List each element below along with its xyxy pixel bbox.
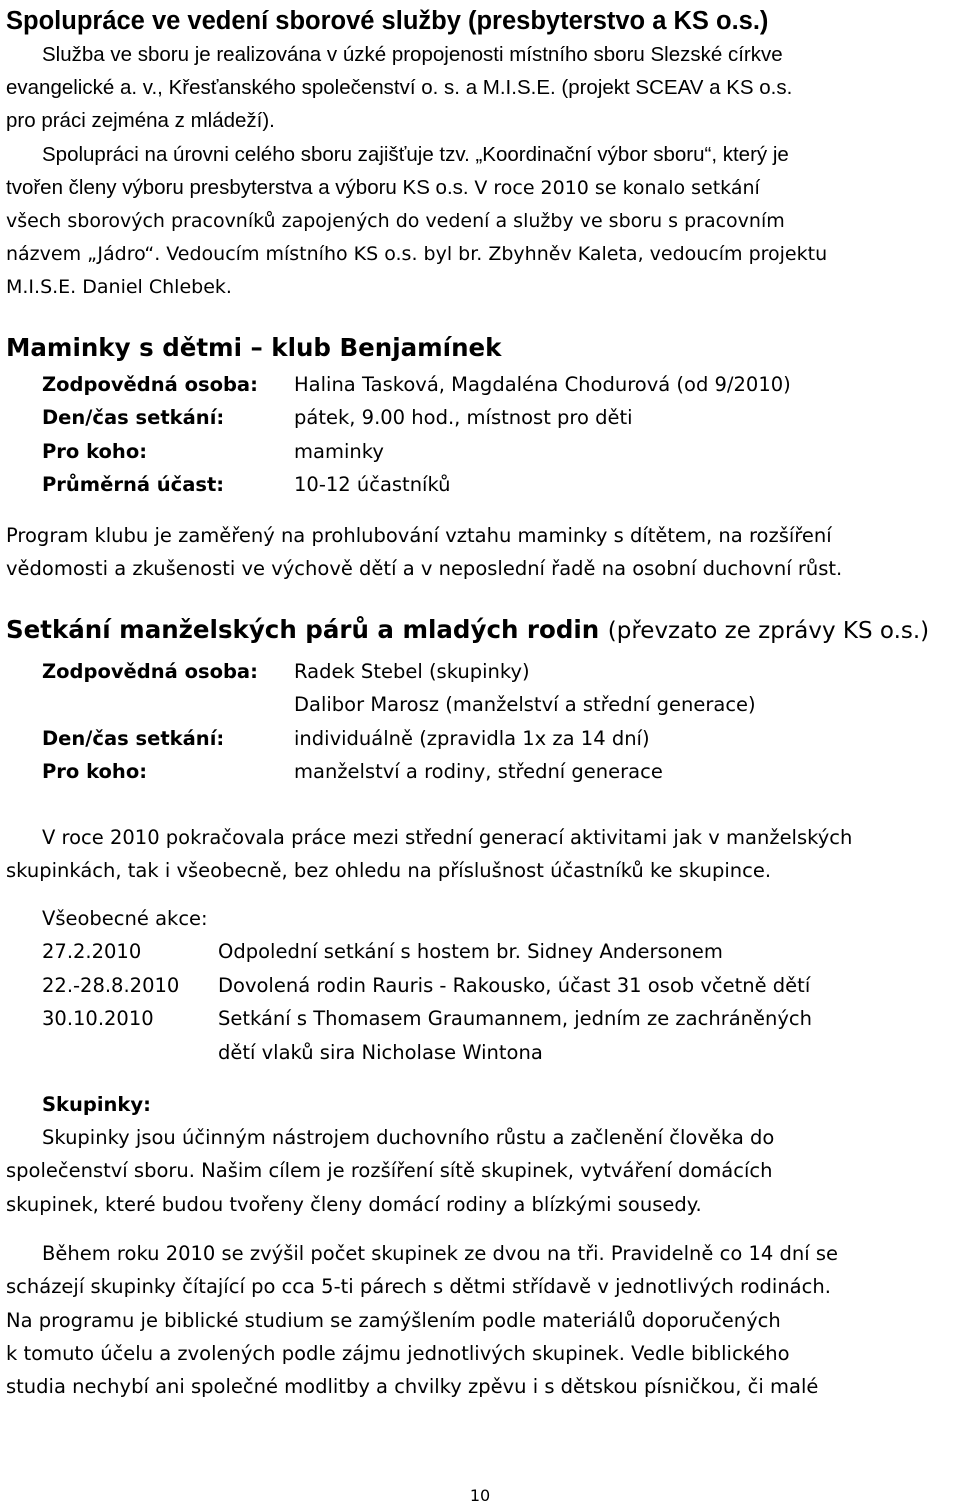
intro-line: všech sborových pracovníků zapojených do vedení a služby ve sboru s pracovním	[6, 210, 785, 233]
groups-heading: Skupinky:	[42, 1093, 151, 1116]
event-date: 27.2.2010	[42, 940, 142, 964]
info-row	[42, 401, 942, 434]
paragraph-line: Během roku 2010 se zvýšil počet skupinek ze dvou na tři. Pravidelně co 14 dní se	[42, 1242, 838, 1265]
info-label: Zodpovědná osoba:	[42, 373, 258, 396]
intro-line	[6, 171, 956, 205]
event-text	[218, 1002, 812, 1069]
info-value: Halina Tasková, Magdaléna Chodurová (od 9/2010)	[294, 373, 791, 396]
couples-title	[6, 613, 929, 648]
club-title: Maminky s dětmi – klub Benjamínek	[6, 333, 502, 362]
info-value: pátek, 9.00 hod., místnost pro děti	[294, 406, 633, 430]
event-text	[218, 969, 810, 1002]
couples-title-main: Setkání manželských párů a mladých rodin	[6, 615, 600, 644]
info-label: Zodpovědná osoba:	[42, 660, 258, 683]
couples-info-table	[42, 655, 942, 789]
paragraph-line: Na programu je biblické studium se zamýšlením podle materiálů doporučených	[6, 1308, 781, 1332]
intro-line-part: tvořen členy výboru presbyterstva a výboru KS o.s.	[6, 175, 469, 199]
info-row	[42, 722, 942, 755]
paragraph-line: studia nechybí ani společné modlitby a chvilky zpěvu i s dětskou písničkou, či malé	[6, 1375, 819, 1399]
info-row	[42, 655, 942, 688]
info-value: manželství a rodiny, střední generace	[294, 760, 663, 784]
couples-description	[6, 821, 956, 888]
intro-paragraph	[6, 38, 956, 305]
paragraph-line: skupinkách, tak i všeobecně, bez ohledu na příslušnost účastníků ke skupince.	[6, 859, 772, 883]
paragraph-line: skupinek, které budou tvořeny členy domácí rodiny a blízkými sousedy.	[6, 1192, 702, 1216]
paragraph-line: V roce 2010 pokračovala práce mezi střední generací aktivitami jak v manželských	[42, 826, 853, 849]
info-value: Radek Stebel (skupinky)	[294, 660, 530, 683]
info-label: Průměrná účast:	[42, 473, 225, 497]
info-value: individuálně (zpravidla 1x za 14 dní)	[294, 726, 650, 750]
club-description	[6, 519, 956, 586]
page-number: 10	[469, 1486, 491, 1505]
paragraph-line: společenství sboru. Našim cílem je rozšíření sítě skupinek, vytváření domácích	[6, 1159, 773, 1183]
paragraph-line: Skupinky jsou účinným nástrojem duchovního růstu a začlenění člověka do	[42, 1126, 775, 1149]
event-text-line: Dovolená rodin Rauris - Rakousko, účast 31 osob včetně dětí	[218, 973, 811, 997]
paragraph-line: scházejí skupinky čítající po cca 5-ti párech s dětmi střídavě v jednotlivých rodinách.	[6, 1275, 831, 1299]
info-label	[42, 688, 294, 721]
section-heading-cooperation: Spolupráce ve vedení sborové služby (presbyterstvo a KS o.s.)	[6, 7, 769, 35]
event-row	[42, 935, 942, 968]
intro-line: názvem „Jádro“. Vedoucím místního KS o.s. byl br. Zbyhněv Kaleta, vedoucím projektu	[6, 243, 828, 266]
event-text-line: dětí vlaků sira Nicholase Wintona	[218, 1040, 543, 1064]
info-row	[42, 368, 942, 401]
event-text	[218, 935, 723, 968]
info-label: Pro koho:	[42, 439, 148, 463]
events-list	[42, 902, 942, 1069]
intro-line: Spolupráci na úrovni celého sboru zajišťuje tzv. „Koordinační výbor sboru“, který je	[42, 142, 789, 166]
info-value: maminky	[294, 439, 384, 463]
groups-paragraph-2	[6, 1237, 956, 1403]
paragraph-line: Program klubu je zaměřený na prohlubování vztahu maminky s dítětem, na rozšíření	[6, 524, 832, 547]
info-label: Pro koho:	[42, 760, 148, 784]
event-row	[42, 969, 942, 1002]
intro-line: Služba ve sboru je realizována v úzké propojenosti místního sboru Slezské církve	[42, 43, 783, 66]
paragraph-line: vědomosti a zkušenosti ve výchově dětí a v neposlední řadě na osobní duchovní růst.	[6, 557, 843, 581]
info-row	[42, 468, 942, 501]
info-value: 10-12 účastníků	[294, 473, 451, 497]
event-date: 30.10.2010	[42, 1007, 154, 1031]
events-heading: Všeobecné akce:	[42, 907, 208, 930]
intro-line: evangelické a. v., Křesťanského společenství o. s. a M.I.S.E. (projekt SCEAV a KS o.s.	[6, 76, 793, 100]
info-row	[42, 435, 942, 468]
intro-line-part: V roce 2010 se konalo setkání	[474, 176, 760, 199]
info-row	[42, 755, 942, 788]
info-row	[42, 688, 942, 721]
intro-line: M.I.S.E. Daniel Chlebek.	[6, 276, 232, 299]
info-label: Den/čas setkání:	[42, 726, 225, 750]
event-text-line: Odpolední setkání s hostem br. Sidney Andersonem	[218, 940, 723, 964]
paragraph-line: k tomuto účelu a zvolených podle zájmu jednotlivých skupinek. Vedle biblického	[6, 1341, 790, 1365]
intro-line: pro práci zejména z mládeží).	[6, 109, 275, 133]
couples-title-note: (převzato ze zprávy KS o.s.)	[607, 618, 930, 644]
info-value: Dalibor Marosz (manželství a střední generace)	[294, 693, 756, 717]
event-date: 22.-28.8.2010	[42, 973, 180, 997]
event-row	[42, 1002, 942, 1069]
club-info-table	[42, 368, 942, 502]
info-label: Den/čas setkání:	[42, 406, 225, 430]
event-text-line: Setkání s Thomasem Graumannem, jedním ze zachráněných	[218, 1007, 812, 1031]
groups-paragraph-1	[6, 1121, 956, 1221]
